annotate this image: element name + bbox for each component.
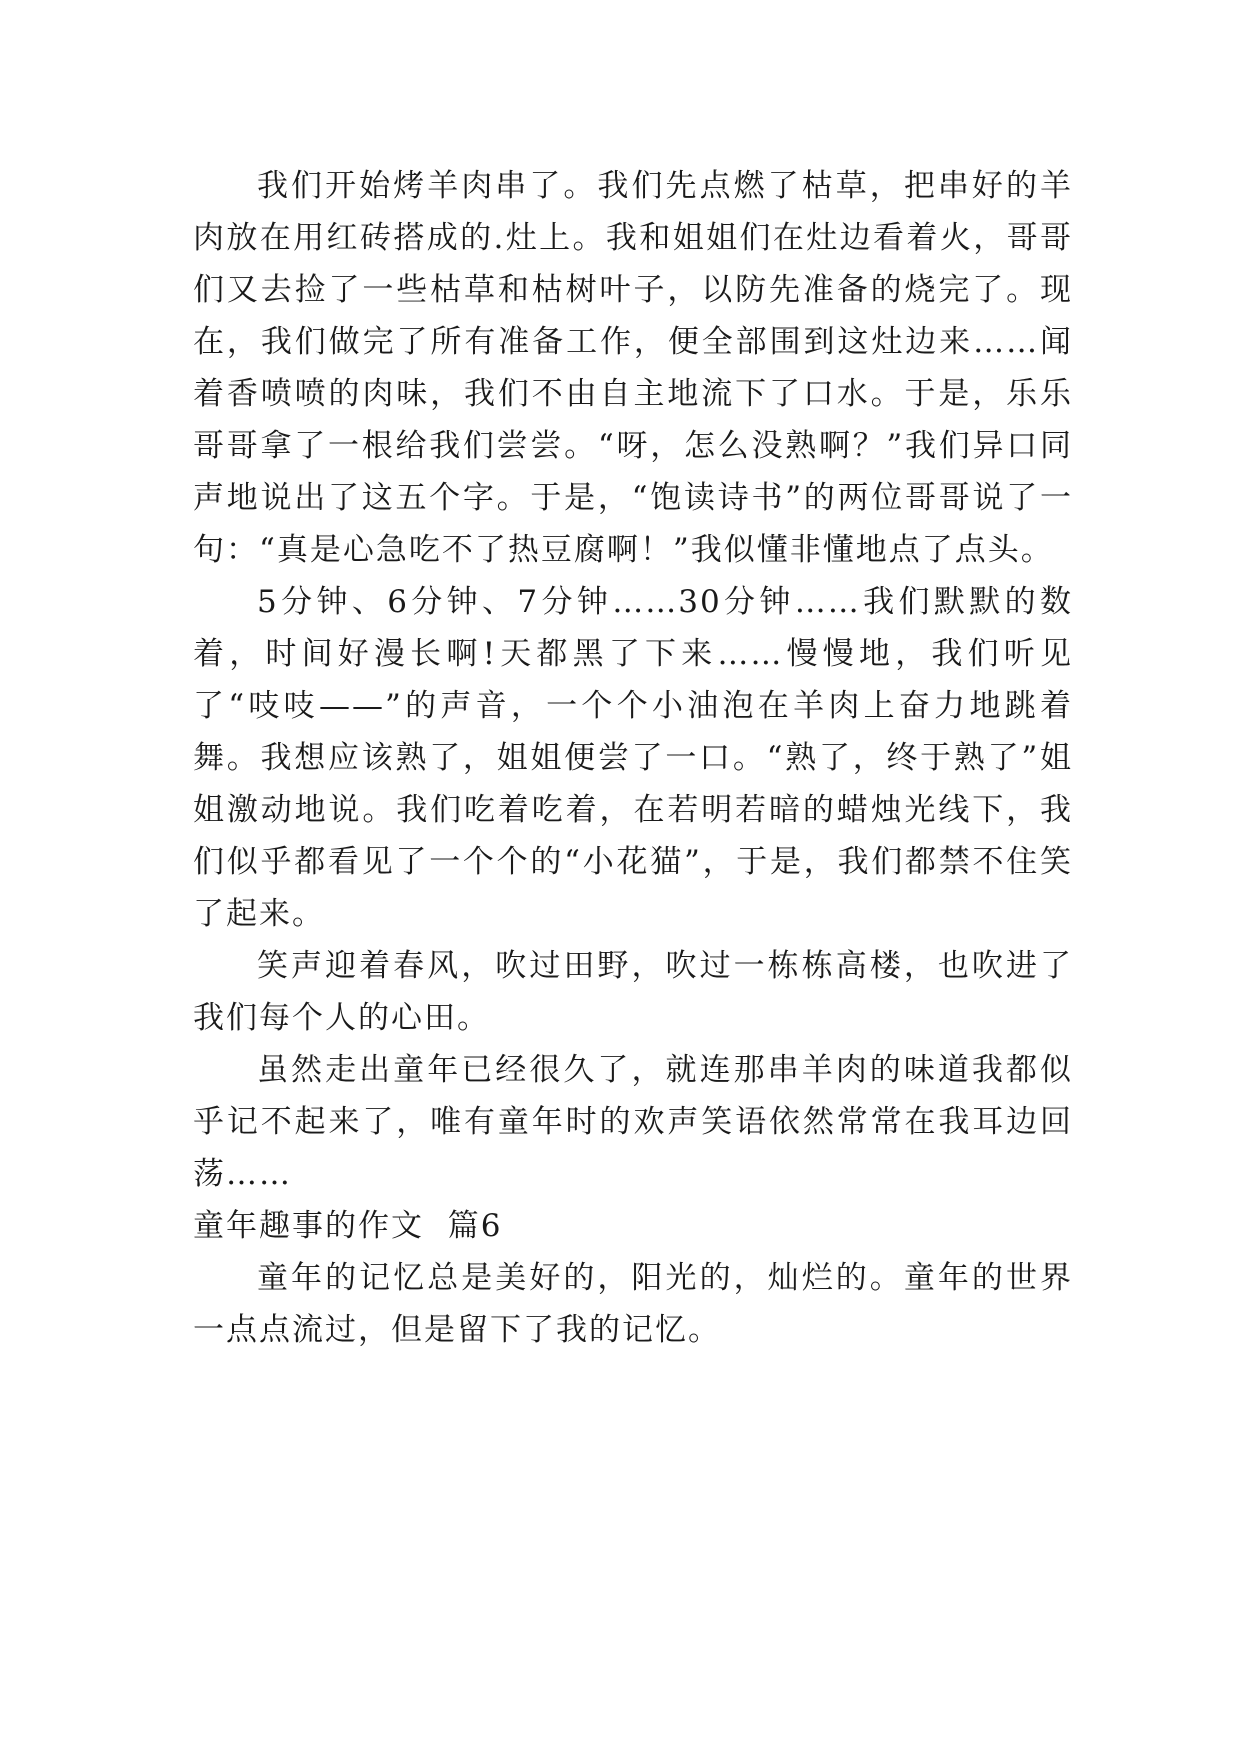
paragraph-memory: 虽然走出童年已经很久了，就连那串羊肉的味道我都似乎记不起来了，唯有童年时的欢声笑语依然常常在我耳边回荡……	[193, 1052, 1073, 1192]
paragraph-childhood-memory: 童年的记忆总是美好的，阳光的，灿烂的。童年的世界一点点流过，但是留下了我的记忆。	[193, 1260, 1073, 1348]
document-body	[193, 160, 1073, 1356]
section-heading: 童年趣事的作文 篇6	[193, 1208, 503, 1244]
paragraph-waiting: 5分钟、6分钟、7分钟……30分钟……我们默默的数着，时间好漫长啊!天都黑了下来……慢慢地，我们听见了“吱吱——”的声音，一个个小油泡在羊肉上奋力地跳着舞。我想应该熟了，姐姐便尝了一口。“熟了，终于熟了”姐姐激动地说。我们吃着吃着，在若明若暗的蜡烛光线下，我们似乎都看见了一个个的“小花猫”，于是，我们都禁不住笑了起来。	[193, 584, 1073, 932]
paragraph-laughter: 笑声迎着春风，吹过田野，吹过一栋栋高楼，也吹进了我们每个人的心田。	[193, 948, 1073, 1036]
paragraph-roasting-lamb: 我们开始烤羊肉串了。我们先点燃了枯草，把串好的羊肉放在用红砖搭成的.灶上。我和姐姐们在灶边看着火，哥哥们又去捡了一些枯草和枯树叶子，以防先准备的烧完了。现在，我们做完了所有准备工作，便全部围到这灶边来……闻着香喷喷的肉味，我们不由自主地流下了口水。于是，乐乐哥哥拿了一根给我们尝尝。“呀，怎么没熟啊？”我们异口同声地说出了这五个字。于是，“饱读诗书”的两位哥哥说了一句：“真是心急吃不了热豆腐啊！”我似懂非懂地点了点头。	[193, 168, 1073, 568]
